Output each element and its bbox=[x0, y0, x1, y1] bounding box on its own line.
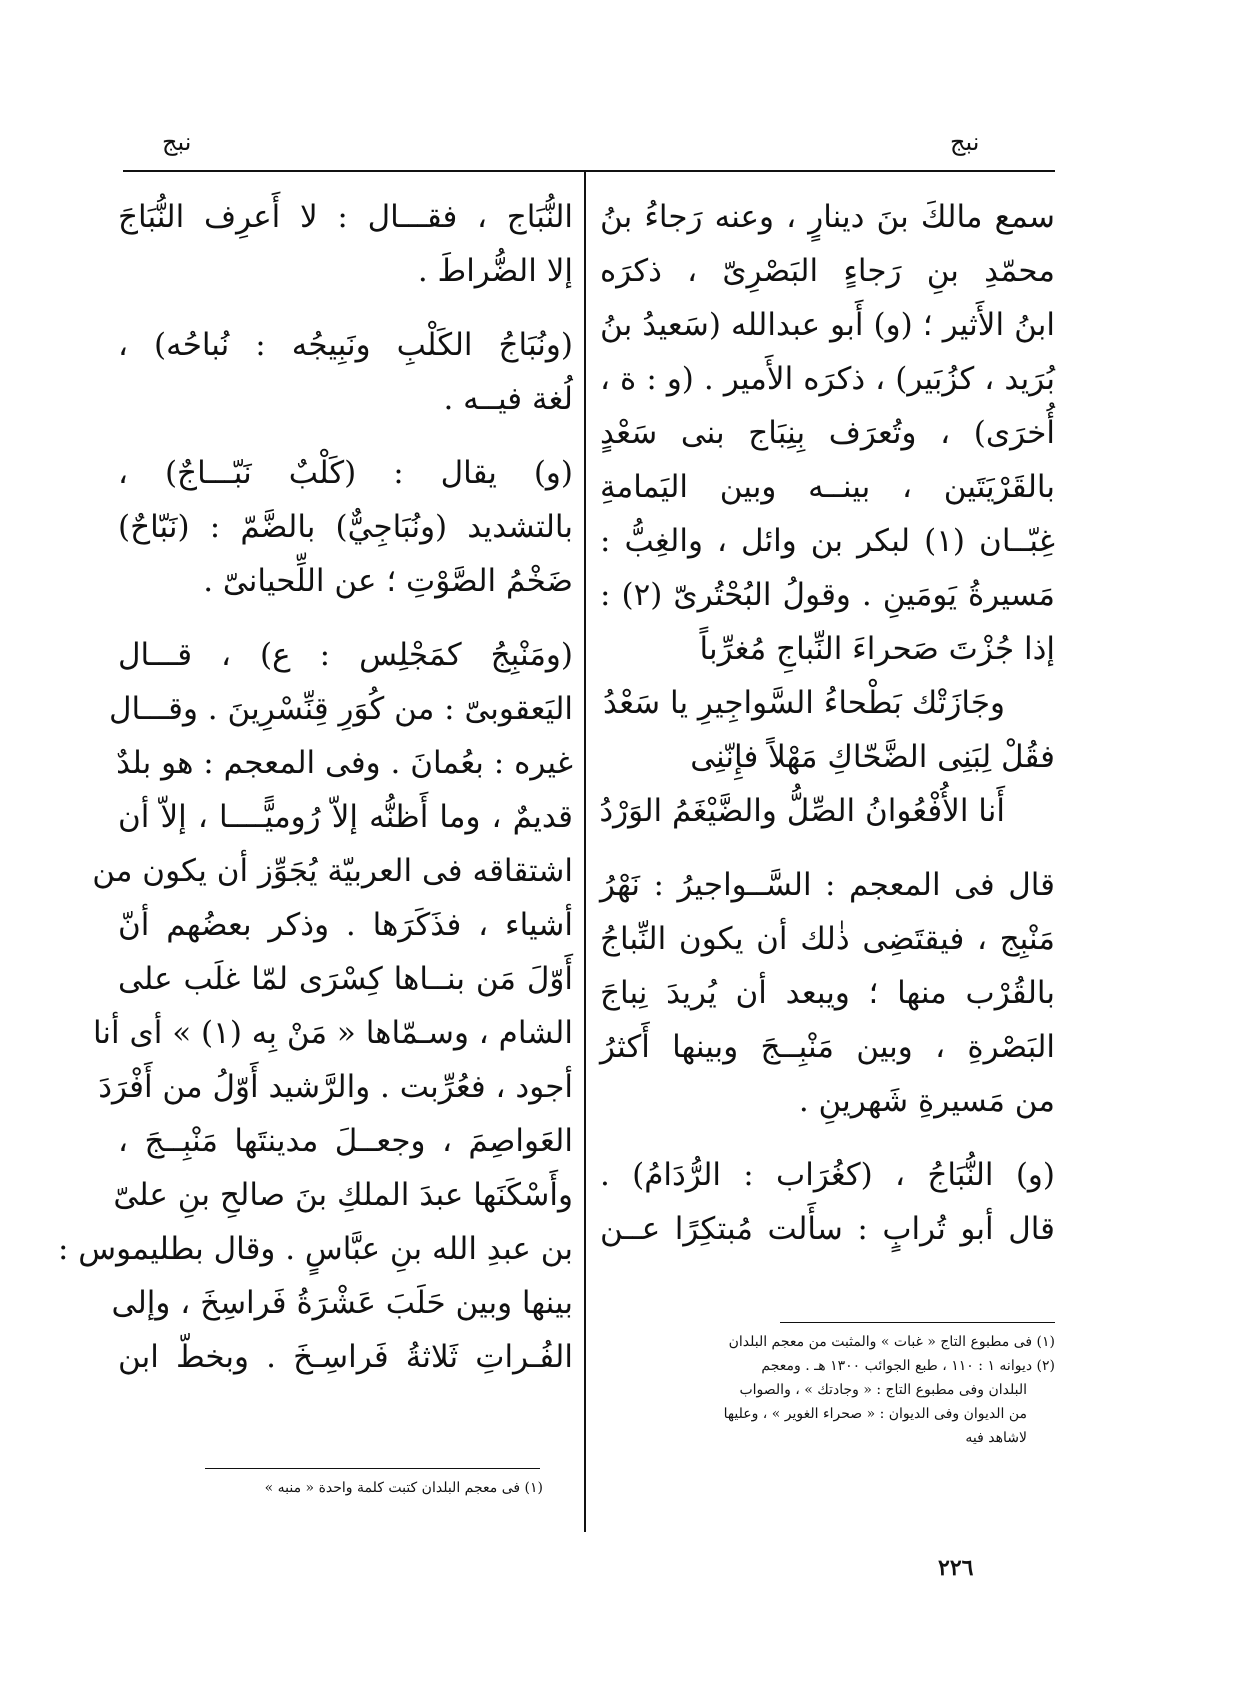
text-line: محمّدِ بنِ رَجاءٍ البَصْرِىّ ، ذكرَه bbox=[600, 253, 1055, 289]
text-line: سمع مالكَ بنَ دينارٍ ، وعنه رَجاءُ بنُ bbox=[600, 199, 1055, 235]
left-column bbox=[58, 190, 573, 1384]
footnote: لاشاهد فيه bbox=[965, 1430, 1027, 1446]
text-line: ضَخْمُ الصَّوْتِ ؛ عن اللِّحيانىّ . bbox=[203, 563, 573, 599]
running-header-left: نبج bbox=[162, 128, 192, 156]
text-line: (و) يقال : (كَلْبٌ نَبّـــاجٌ) ، bbox=[118, 455, 573, 491]
footnotes-left bbox=[118, 1476, 543, 1500]
text-line: أجود ، فعُرِّبت . والرَّشيد أَوّلُ من أَفْرَدَ bbox=[98, 1069, 573, 1105]
text-line: بالتشديد (ونُبَاجِيٌّ) بالضَّمّ : (نَبّاحٌ) bbox=[118, 509, 573, 545]
text-line: (و) النُّبَاجُ ، (كغُرَاب : الرُّدَامُ) . bbox=[600, 1157, 1055, 1193]
footnote: من الديوان وفى الديوان : « صحراء الغوير » ، وعليها bbox=[723, 1406, 1027, 1422]
text-line: مَنْبِج ، فيقتَضِى ذٰلك أن يكون النِّباجُ bbox=[600, 921, 1055, 957]
text-line: (ونُبَاجُ الكَلْبِ ونَبِيجُه : نُباحُه) ، bbox=[118, 327, 573, 363]
text-line: الشام ، وسـمّاها « مَنْ بِه (١) » أى أنا bbox=[92, 1015, 573, 1051]
text-line: بالقَرْيَتَين ، بينــه وبين اليَمامةِ bbox=[600, 469, 1055, 505]
text-line: غيره : بعُمانَ . وفى المعجم : هو بلدٌ bbox=[116, 745, 573, 781]
text-line: قال أبو تُرابٍ : سأَلت مُبتكِرًا عــن bbox=[600, 1211, 1055, 1247]
text-line: اليَعقوبىّ : من كُوَرِ قِنِّسْرِينَ . وقـــال bbox=[108, 691, 573, 727]
text-line: قديمٌ ، وما أَظنُّه إلاّ رُوميًّــــا ، إلاّ أن bbox=[118, 799, 573, 835]
text-line: قال فى المعجم : السَّــواجيرُ : نَهْرُ bbox=[600, 867, 1055, 903]
text-line: (ومَنْبِجُ كمَجْلِس : ع) ، قـــال bbox=[118, 637, 573, 673]
poem-verse: فقُلْ لِبَنِى الضَّحّاكِ مَهْلاً فإِنّنِى bbox=[690, 739, 1055, 775]
text-line: مَسيرةُ يَومَينِ . وقولُ البُحْتُرىّ (٢) : bbox=[600, 577, 1055, 613]
text-line: ابنُ الأَثير ؛ (و) أَبو عبدالله (سَعيدُ بنُ bbox=[600, 307, 1055, 343]
text-line: بُرَيد ، كزُبَير) ، ذكرَه الأَمير . (و : ة ، bbox=[600, 361, 1055, 397]
page-number: ٢٢٦ bbox=[938, 1555, 974, 1581]
footnotes-right bbox=[600, 1330, 1055, 1450]
text-line: بينها وبين حَلَبَ عَشْرَةُ فَراسِخَ ، وإلى bbox=[111, 1285, 573, 1321]
footnote: البلدان وفى مطبوع التاج : « وجادتك » ، والصواب bbox=[739, 1382, 1027, 1398]
text-line: أُخرَى) ، وتُعرَف بِنِبَاج بنى سَعْدٍ bbox=[600, 415, 1055, 451]
text-line: بن عبدِ الله بنِ عبَّاسٍ . وقال بطليموس : bbox=[58, 1231, 573, 1267]
footnote: (١) فى معجم البلدان كتبت كلمة واحدة « منبه » bbox=[264, 1480, 543, 1496]
footnote: (١) فى مطبوع التاج « غبات » والمثبت من معجم البلدان bbox=[728, 1334, 1055, 1350]
text-line: أَوّلَ مَن بنــاها كِسْرَى لمّا غلَب على bbox=[118, 961, 573, 997]
text-line: العَواصِمَ ، وجعــلَ مدينتَها مَنْبِــجَ ، bbox=[118, 1123, 573, 1159]
footnote: (٢) ديوانه ١ : ١١٠ ، طبع الجوائب ١٣٠٠ هـ . ومعجم bbox=[761, 1358, 1055, 1374]
text-line: وأَسْكَنَها عبدَ الملكِ بنَ صالحِ بنِ علىّ bbox=[113, 1177, 573, 1213]
footnote-rule bbox=[205, 1468, 540, 1469]
text-line: النُّبَاج ، فقـــال : لا أَعرِف النُّبَاجَ bbox=[118, 199, 573, 235]
poem-verse: إذا جُزْتَ صَحراءَ النِّباجِ مُغرِّباً bbox=[699, 631, 1055, 667]
header-rule bbox=[123, 170, 1055, 172]
poem-verse: أَنا الأُفْعُوانُ الصِّلُّ والضَّيْغَمُ الوَرْدُ bbox=[599, 793, 1005, 829]
text-line: لُغة فيــه . bbox=[443, 381, 573, 417]
text-line: الفُـراتِ ثَلاثةُ فَراسِـخَ . وبخطّ ابن bbox=[118, 1339, 573, 1375]
text-line: البَصْرةِ ، وبين مَنْبِــجَ وبينها أَكثرُ bbox=[600, 1029, 1055, 1065]
right-column bbox=[600, 190, 1055, 1256]
text-line: غِبّــان (١) لبكر بن وائل ، والغِبُّ : bbox=[600, 523, 1055, 559]
text-line: إلا الضُّراطَ . bbox=[417, 253, 573, 289]
text-line: بالقُرْب منها ؛ ويبعد أن يُريدَ نِباجَ bbox=[600, 975, 1055, 1011]
text-line: أشياء ، فذَكَرَها . وذكر بعضُهم أنّ bbox=[118, 907, 573, 943]
poem-verse: وجَازَتْك بَطْحاءُ السَّواجِيرِ يا سَعْدُ bbox=[602, 685, 1005, 721]
running-header-right: نبج bbox=[950, 128, 980, 156]
column-divider bbox=[584, 172, 586, 1532]
footnote-rule bbox=[780, 1322, 1055, 1323]
text-line: من مَسيرةِ شَهرينِ . bbox=[798, 1083, 1055, 1119]
text-line: اشتقاقه فى العربيّة يُجَوِّز أن يكون من bbox=[92, 853, 573, 889]
